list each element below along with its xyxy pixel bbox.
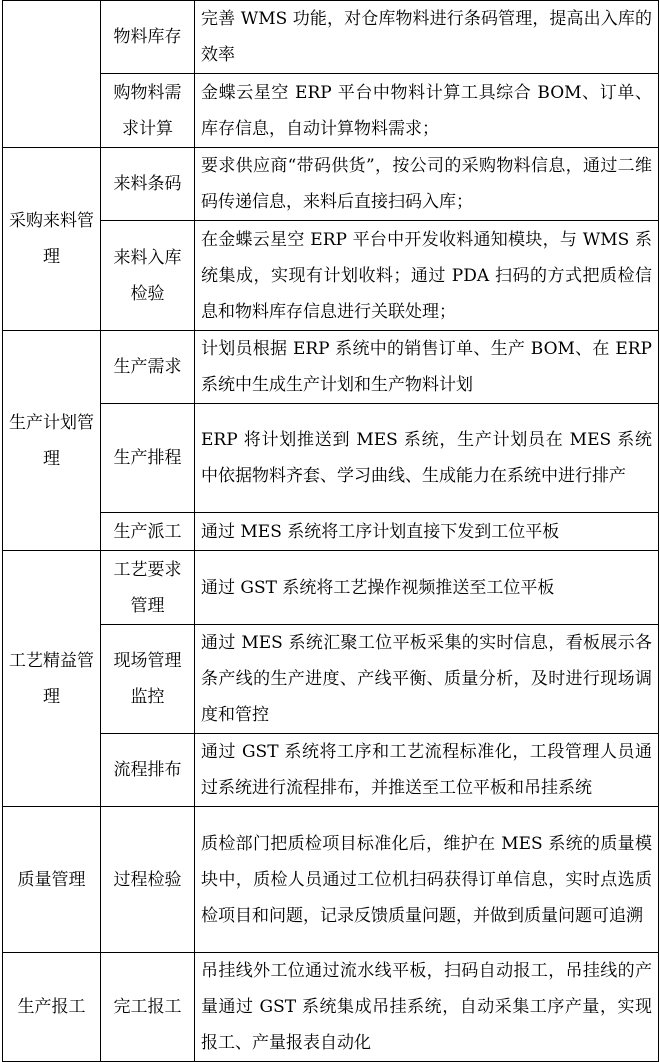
category-cell: 生产报工 bbox=[3, 953, 101, 1062]
table-row bbox=[3, 74, 659, 148]
category-cell: 工艺精益管理 bbox=[3, 551, 101, 807]
table-row bbox=[3, 148, 659, 221]
subcategory-cell: 生产需求 bbox=[101, 331, 195, 404]
table-row bbox=[3, 625, 659, 734]
subcategory-cell: 来料入库检验 bbox=[101, 221, 195, 331]
table-row bbox=[3, 331, 659, 404]
category-cell: 质量管理 bbox=[3, 807, 101, 953]
table-row bbox=[3, 953, 659, 1062]
process-table bbox=[2, 0, 659, 1062]
description-cell: 通过 GST 系统将工序和工艺流程标准化，工段管理人员通过系统进行流程排布，并推送至工位平板和吊挂系统 bbox=[195, 734, 659, 807]
table-row bbox=[3, 734, 659, 807]
description-cell: 在金蝶云星空 ERP 平台中开发收料通知模块，与 WMS 系统集成，实现有计划收料；通过 PDA 扫码的方式把质检信息和物料库存信息进行关联处理； bbox=[195, 221, 659, 331]
table-row bbox=[3, 513, 659, 551]
subcategory-cell: 工艺要求管理 bbox=[101, 551, 195, 625]
table-row bbox=[3, 404, 659, 513]
subcategory-cell: 现场管理监控 bbox=[101, 625, 195, 734]
description-cell: 通过 GST 系统将工艺操作视频推送至工位平板 bbox=[195, 551, 659, 625]
description-cell: ERP 将计划推送到 MES 系统，生产计划员在 MES 系统中依据物料齐套、学习曲线、生成能力在系统中进行排产 bbox=[195, 404, 659, 513]
description-cell: 通过 MES 系统将工序计划直接下发到工位平板 bbox=[195, 513, 659, 551]
table-row bbox=[3, 807, 659, 953]
table-row bbox=[3, 551, 659, 625]
description-cell: 金蝶云星空 ERP 平台中物料计算工具综合 BOM、订单、库存信息，自动计算物料需求； bbox=[195, 74, 659, 148]
description-cell: 要求供应商“带码供货”，按公司的采购物料信息，通过二维码传递信息，来料后直接扫码入库； bbox=[195, 148, 659, 221]
subcategory-cell: 流程排布 bbox=[101, 734, 195, 807]
subcategory-cell: 来料条码 bbox=[101, 148, 195, 221]
subcategory-cell: 购物料需求计算 bbox=[101, 74, 195, 148]
category-cell: 采购来料管理 bbox=[3, 148, 101, 331]
description-cell: 通过 MES 系统汇聚工位平板采集的实时信息，看板展示各条产线的生产进度、产线平衡、质量分析，及时进行现场调度和管控 bbox=[195, 625, 659, 734]
description-cell: 吊挂线外工位通过流水线平板，扫码自动报工，吊挂线的产量通过 GST 系统集成吊挂系统，自动采集工序产量，实现报工、产量报表自动化 bbox=[195, 953, 659, 1062]
description-cell: 质检部门把质检项目标准化后，维护在 MES 系统的质量模块中，质检人员通过工位机扫码获得订单信息，实时点选质检项目和问题，记录反馈质量问题，并做到质量问题可追溯 bbox=[195, 807, 659, 953]
description-cell: 完善 WMS 功能，对仓库物料进行条码管理，提高出入库的效率 bbox=[195, 1, 659, 74]
table-row bbox=[3, 1, 659, 74]
description-cell: 计划员根据 ERP 系统中的销售订单、生产 BOM、在 ERP 系统中生成生产计划和生产物料计划 bbox=[195, 331, 659, 404]
subcategory-cell: 生产排程 bbox=[101, 404, 195, 513]
subcategory-cell: 生产派工 bbox=[101, 513, 195, 551]
subcategory-cell: 完工报工 bbox=[101, 953, 195, 1062]
subcategory-cell: 物料库存 bbox=[101, 1, 195, 74]
table-row bbox=[3, 221, 659, 331]
category-cell bbox=[3, 1, 101, 148]
subcategory-cell: 过程检验 bbox=[101, 807, 195, 953]
category-cell: 生产计划管理 bbox=[3, 331, 101, 551]
